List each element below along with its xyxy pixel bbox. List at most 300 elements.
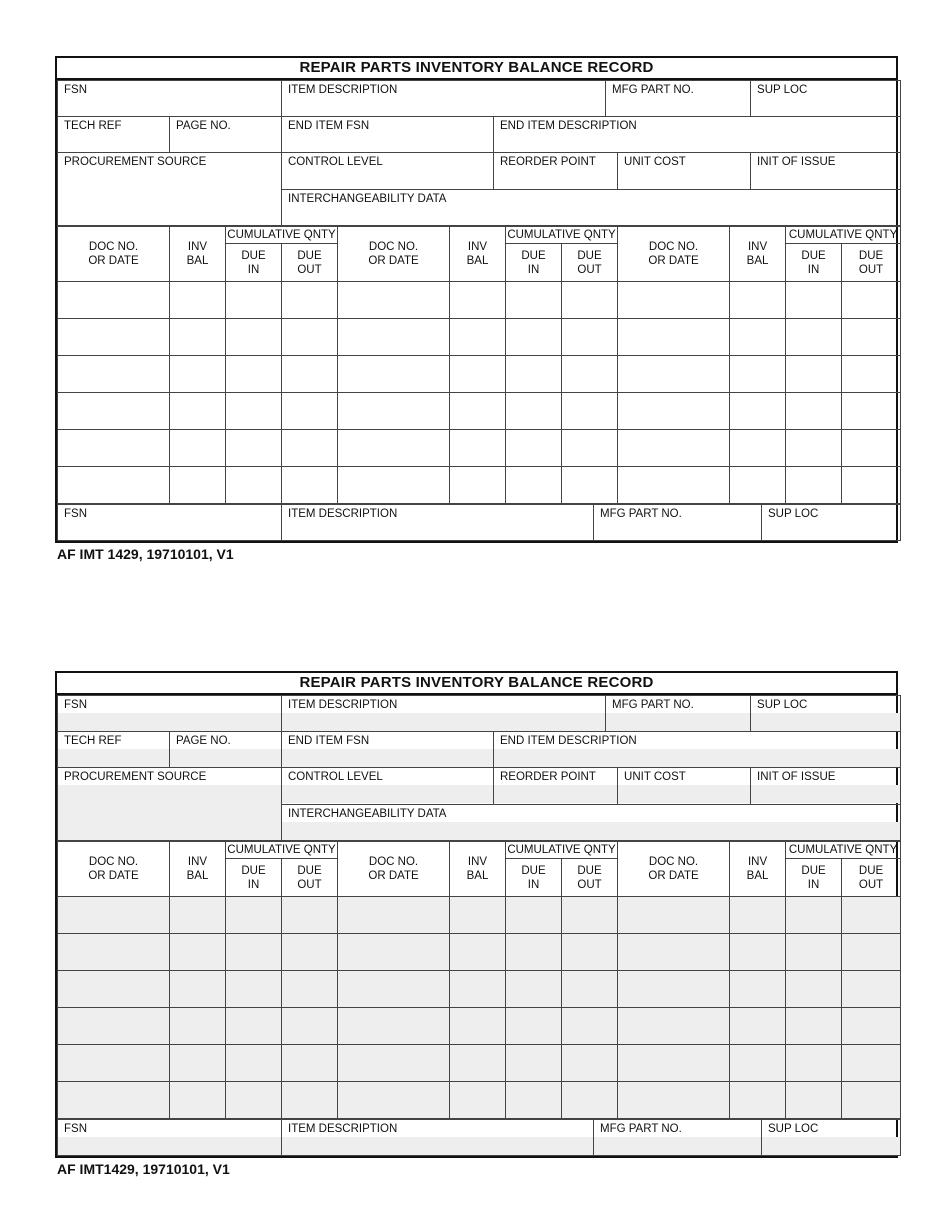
inv-line1: INV	[747, 856, 768, 868]
item-description-label: ITEM DESCRIPTION	[288, 1123, 398, 1135]
entry-cell[interactable]	[226, 430, 282, 467]
entry-cell[interactable]	[842, 971, 901, 1008]
entry-cell[interactable]	[786, 1045, 842, 1082]
tech-ref-field[interactable]	[58, 117, 170, 153]
table-row	[58, 1082, 901, 1119]
control-level-label: CONTROL LEVEL	[288, 771, 383, 783]
entry-cell[interactable]	[562, 467, 618, 504]
form-number-2: AF IMT1429, 19710101, V1	[57, 1161, 230, 1177]
entry-cell[interactable]	[562, 1082, 618, 1119]
entry-cell[interactable]	[730, 467, 786, 504]
entry-cell[interactable]	[450, 1045, 506, 1082]
end-item-fsn-label: END ITEM FSN	[288, 735, 370, 747]
footer-mfg-part-no-field[interactable]	[594, 505, 762, 541]
grid-header-row-1	[58, 227, 901, 244]
form-number-1: AF IMT 1429, 19710101, V1	[57, 546, 234, 562]
due-out-line1: DUE	[577, 864, 602, 877]
entry-cell[interactable]	[58, 356, 170, 393]
entry-cell[interactable]	[282, 1082, 338, 1119]
entry-cell[interactable]	[562, 897, 618, 934]
entry-cell[interactable]	[226, 934, 282, 971]
form-title: REPAIR PARTS INVENTORY BALANCE RECORD	[57, 673, 896, 695]
fsn-label: FSN	[64, 508, 87, 520]
table-row	[58, 393, 901, 430]
entry-cell[interactable]	[786, 1008, 842, 1045]
entry-cell[interactable]	[58, 1008, 170, 1045]
entry-cell[interactable]	[618, 1008, 730, 1045]
entry-cell[interactable]	[450, 393, 506, 430]
due-out-line2: OUT	[858, 878, 884, 891]
entry-cell[interactable]	[842, 430, 901, 467]
entry-cell[interactable]	[618, 282, 730, 319]
item-description-field[interactable]	[282, 696, 606, 732]
entry-cell[interactable]	[282, 934, 338, 971]
due-in-line1: DUE	[801, 864, 826, 877]
procurement-source-label: PROCUREMENT SOURCE	[64, 771, 207, 783]
entry-cell[interactable]	[842, 356, 901, 393]
doc-no-header	[338, 842, 450, 897]
entry-cell[interactable]	[170, 319, 226, 356]
footer-fields	[57, 504, 901, 541]
entry-cell[interactable]	[282, 356, 338, 393]
control-level-field[interactable]	[282, 768, 494, 805]
due-out-line2: OUT	[577, 878, 602, 891]
due-out-header	[562, 244, 618, 282]
item-description-label: ITEM DESCRIPTION	[288, 84, 398, 96]
entry-cell[interactable]	[450, 971, 506, 1008]
due-in-header	[506, 859, 562, 897]
entry-cell[interactable]	[618, 934, 730, 971]
table-row	[58, 356, 901, 393]
entry-cell[interactable]	[786, 467, 842, 504]
entry-cell[interactable]	[842, 282, 901, 319]
inventory-record-form-2	[55, 671, 898, 1158]
entry-cell[interactable]	[282, 393, 338, 430]
due-in-header	[786, 859, 842, 897]
entry-cell[interactable]	[562, 319, 618, 356]
due-in-header	[226, 859, 282, 897]
procurement-source-field[interactable]	[58, 768, 282, 841]
mfg-part-no-field[interactable]	[606, 696, 751, 732]
table-row	[58, 430, 901, 467]
end-item-description-label: END ITEM DESCRIPTION	[500, 120, 637, 132]
entry-cell[interactable]	[618, 1082, 730, 1119]
entry-cell[interactable]	[450, 1082, 506, 1119]
due-in-line2: IN	[527, 878, 540, 891]
entry-cell[interactable]	[786, 971, 842, 1008]
doc-no-line2: OR DATE	[648, 870, 699, 882]
item-description-label: ITEM DESCRIPTION	[288, 508, 398, 520]
entry-cell[interactable]	[170, 282, 226, 319]
balance-grid	[57, 841, 901, 1119]
entry-cell[interactable]	[786, 393, 842, 430]
entry-cell[interactable]	[58, 934, 170, 971]
reorder-point-field[interactable]	[494, 768, 618, 805]
entry-cell[interactable]	[562, 393, 618, 430]
entry-cell[interactable]	[506, 282, 562, 319]
doc-no-line1: DOC NO.	[368, 241, 419, 253]
entry-cell[interactable]	[506, 467, 562, 504]
inv-bal-header	[170, 227, 226, 282]
due-in-header	[506, 244, 562, 282]
interchangeability-data-label: INTERCHANGEABILITY DATA	[288, 807, 447, 820]
doc-no-header	[618, 842, 730, 897]
entry-cell[interactable]	[786, 897, 842, 934]
entry-cell[interactable]	[730, 934, 786, 971]
unit-cost-label: UNIT COST	[624, 771, 686, 783]
entry-cell[interactable]	[58, 1082, 170, 1119]
entry-cell[interactable]	[170, 1008, 226, 1045]
footer-sup-loc-field[interactable]	[762, 505, 901, 541]
entry-cell[interactable]	[282, 319, 338, 356]
entry-cell[interactable]	[450, 467, 506, 504]
doc-no-line1: DOC NO.	[648, 856, 699, 868]
due-in-line2: IN	[807, 263, 820, 276]
entry-cell[interactable]	[506, 430, 562, 467]
entry-cell[interactable]	[618, 1045, 730, 1082]
entry-cell[interactable]	[506, 897, 562, 934]
due-in-line2: IN	[247, 878, 260, 891]
due-in-header	[226, 244, 282, 282]
entry-cell[interactable]	[506, 1082, 562, 1119]
entry-cell[interactable]	[618, 467, 730, 504]
entry-cell[interactable]	[618, 430, 730, 467]
entry-cell[interactable]	[786, 934, 842, 971]
end-item-description-field[interactable]	[494, 732, 901, 768]
unit-cost-label: UNIT COST	[624, 156, 686, 168]
table-row	[58, 971, 901, 1008]
entry-cell[interactable]	[618, 897, 730, 934]
entry-cell[interactable]	[786, 430, 842, 467]
entry-cell[interactable]	[58, 393, 170, 430]
unit-cost-field[interactable]	[618, 153, 751, 190]
due-out-line2: OUT	[297, 263, 322, 276]
doc-no-line2: OR DATE	[648, 255, 699, 267]
reorder-point-field[interactable]	[494, 153, 618, 190]
mfg-part-no-label: MFG PART NO.	[600, 1123, 682, 1135]
due-in-line2: IN	[247, 263, 260, 276]
due-in-line2: IN	[527, 263, 540, 276]
page-no-label: PAGE NO.	[176, 735, 231, 747]
item-description-field[interactable]	[282, 81, 606, 117]
entry-cell[interactable]	[226, 897, 282, 934]
entry-cell[interactable]	[842, 1082, 901, 1119]
due-out-line1: DUE	[297, 864, 322, 877]
entry-cell[interactable]	[58, 467, 170, 504]
control-level-field[interactable]	[282, 153, 494, 190]
entry-cell[interactable]	[842, 897, 901, 934]
entry-cell[interactable]	[562, 934, 618, 971]
form-title: REPAIR PARTS INVENTORY BALANCE RECORD	[57, 58, 896, 80]
entry-cell[interactable]	[730, 971, 786, 1008]
cumulative-qnty-header: CUMULATIVE QNTY	[226, 842, 338, 859]
table-row	[58, 319, 901, 356]
entry-cell[interactable]	[282, 1045, 338, 1082]
due-out-line2: OUT	[577, 263, 602, 276]
interchangeability-data-field[interactable]	[282, 189, 901, 226]
inv-line2: BAL	[466, 255, 489, 267]
inv-line1: INV	[467, 856, 488, 868]
entry-cell[interactable]	[338, 1008, 450, 1045]
entry-cell[interactable]	[450, 897, 506, 934]
due-out-line1: DUE	[858, 864, 884, 877]
tech-ref-label: TECH REF	[64, 120, 122, 132]
due-in-line1: DUE	[801, 249, 826, 262]
entry-cell[interactable]	[562, 356, 618, 393]
sup-loc-label: SUP LOC	[757, 699, 808, 711]
entry-cell[interactable]	[618, 393, 730, 430]
entry-cell[interactable]	[226, 356, 282, 393]
entry-cell[interactable]	[170, 1082, 226, 1119]
grid-header-row-1	[58, 842, 901, 859]
entry-cell[interactable]	[730, 282, 786, 319]
entry-cell[interactable]	[450, 430, 506, 467]
entry-cell[interactable]	[338, 430, 450, 467]
entry-cell[interactable]	[730, 1045, 786, 1082]
entry-cell[interactable]	[226, 282, 282, 319]
entry-cell[interactable]	[226, 1008, 282, 1045]
reorder-point-label: REORDER POINT	[500, 771, 596, 783]
entry-cell[interactable]	[562, 1045, 618, 1082]
cumulative-qnty-header: CUMULATIVE QNTY	[506, 842, 618, 859]
end-item-fsn-field[interactable]	[282, 117, 494, 153]
entry-cell[interactable]	[842, 1045, 901, 1082]
entry-cell[interactable]	[842, 393, 901, 430]
doc-no-line1: DOC NO.	[648, 241, 699, 253]
entry-cell[interactable]	[58, 897, 170, 934]
init-of-issue-field[interactable]	[751, 768, 901, 805]
cumulative-qnty-header: CUMULATIVE QNTY	[786, 227, 901, 244]
inv-line2: BAL	[746, 870, 769, 882]
inv-line2: BAL	[186, 255, 209, 267]
entry-cell[interactable]	[730, 897, 786, 934]
inv-line2: BAL	[186, 870, 209, 882]
due-in-line1: DUE	[521, 249, 546, 262]
entry-cell[interactable]	[170, 971, 226, 1008]
inv-bal-header	[450, 842, 506, 897]
entry-cell[interactable]	[730, 430, 786, 467]
footer-item-description-field[interactable]	[282, 505, 594, 541]
sup-loc-field[interactable]	[751, 81, 901, 117]
entry-cell[interactable]	[338, 393, 450, 430]
entry-cell[interactable]	[226, 1082, 282, 1119]
doc-no-line2: OR DATE	[88, 255, 139, 267]
entry-cell[interactable]	[170, 393, 226, 430]
entry-cell[interactable]	[338, 282, 450, 319]
entry-cell[interactable]	[170, 356, 226, 393]
inv-line2: BAL	[746, 255, 769, 267]
doc-no-line1: DOC NO.	[88, 241, 139, 253]
entry-cell[interactable]	[226, 319, 282, 356]
entry-cell[interactable]	[450, 282, 506, 319]
entry-cell[interactable]	[58, 971, 170, 1008]
entry-cell[interactable]	[170, 467, 226, 504]
inv-bal-header	[730, 842, 786, 897]
entry-cell[interactable]	[338, 1082, 450, 1119]
entry-cell[interactable]	[506, 971, 562, 1008]
entry-cell[interactable]	[58, 319, 170, 356]
entry-cell[interactable]	[58, 430, 170, 467]
entry-cell[interactable]	[730, 1008, 786, 1045]
end-item-description-label: END ITEM DESCRIPTION	[500, 735, 637, 747]
interchangeability-data-field[interactable]	[282, 804, 901, 841]
tech-ref-label: TECH REF	[64, 735, 122, 747]
entry-cell[interactable]	[842, 934, 901, 971]
doc-no-line2: OR DATE	[368, 870, 419, 882]
due-in-line1: DUE	[521, 864, 546, 877]
entry-cell[interactable]	[282, 467, 338, 504]
balance-grid	[57, 226, 901, 504]
inv-bal-header	[170, 842, 226, 897]
entry-cell[interactable]	[842, 319, 901, 356]
fsn-label: FSN	[64, 1123, 87, 1135]
due-out-header	[562, 859, 618, 897]
sup-loc-label: SUP LOC	[768, 508, 819, 520]
mfg-part-no-label: MFG PART NO.	[612, 699, 694, 711]
end-item-description-field[interactable]	[494, 117, 901, 153]
init-of-issue-label: INIT OF ISSUE	[757, 156, 836, 168]
inv-bal-header	[730, 227, 786, 282]
entry-cell[interactable]	[282, 1008, 338, 1045]
entry-cell[interactable]	[282, 971, 338, 1008]
entry-cell[interactable]	[338, 971, 450, 1008]
table-row	[58, 1045, 901, 1082]
page-no-field[interactable]	[170, 117, 282, 153]
sup-loc-field[interactable]	[751, 696, 901, 732]
entry-cell[interactable]	[170, 430, 226, 467]
entry-cell[interactable]	[450, 356, 506, 393]
due-out-header	[842, 859, 901, 897]
footer-item-description-field[interactable]	[282, 1120, 594, 1156]
table-row	[58, 467, 901, 504]
entry-cell[interactable]	[506, 356, 562, 393]
doc-no-line1: DOC NO.	[368, 856, 419, 868]
entry-cell[interactable]	[282, 430, 338, 467]
entry-cell[interactable]	[338, 319, 450, 356]
end-item-fsn-label: END ITEM FSN	[288, 120, 370, 132]
interchangeability-data-label: INTERCHANGEABILITY DATA	[288, 192, 447, 205]
due-in-line2: IN	[807, 878, 820, 891]
footer-fsn-field[interactable]	[58, 505, 282, 541]
sup-loc-label: SUP LOC	[757, 84, 808, 96]
entry-cell[interactable]	[506, 1008, 562, 1045]
entry-cell[interactable]	[730, 393, 786, 430]
footer-fields	[57, 1119, 901, 1156]
entry-cell[interactable]	[170, 1045, 226, 1082]
entry-cell[interactable]	[618, 356, 730, 393]
due-out-header	[842, 244, 901, 282]
entry-cell[interactable]	[226, 971, 282, 1008]
entry-cell[interactable]	[506, 1045, 562, 1082]
due-out-line2: OUT	[297, 878, 322, 891]
footer-fsn-field[interactable]	[58, 1120, 282, 1156]
entry-cell[interactable]	[338, 934, 450, 971]
footer-mfg-part-no-field[interactable]	[594, 1120, 762, 1156]
entry-cell[interactable]	[506, 934, 562, 971]
init-of-issue-field[interactable]	[751, 153, 901, 190]
entry-cell[interactable]	[170, 934, 226, 971]
entry-cell[interactable]	[450, 934, 506, 971]
entry-cell[interactable]	[786, 1082, 842, 1119]
item-description-label: ITEM DESCRIPTION	[288, 699, 398, 711]
mfg-part-no-label: MFG PART NO.	[600, 508, 682, 520]
entry-cell[interactable]	[170, 897, 226, 934]
page-no-label: PAGE NO.	[176, 120, 231, 132]
entry-cell[interactable]	[786, 319, 842, 356]
entry-cell[interactable]	[730, 319, 786, 356]
entry-cell[interactable]	[226, 393, 282, 430]
entry-cell[interactable]	[562, 1008, 618, 1045]
header-fields	[57, 695, 901, 841]
entry-cell[interactable]	[842, 1008, 901, 1045]
entry-cell[interactable]	[282, 282, 338, 319]
due-out-header	[282, 244, 338, 282]
inv-bal-header	[450, 227, 506, 282]
inv-line1: INV	[187, 241, 208, 253]
header-fields	[57, 80, 901, 226]
entry-cell[interactable]	[338, 356, 450, 393]
tech-ref-field[interactable]	[58, 732, 170, 768]
entry-cell[interactable]	[282, 897, 338, 934]
due-out-line2: OUT	[858, 263, 884, 276]
footer-sup-loc-field[interactable]	[762, 1120, 901, 1156]
table-row	[58, 282, 901, 319]
reorder-point-label: REORDER POINT	[500, 156, 596, 168]
entry-cell[interactable]	[730, 356, 786, 393]
entry-cell[interactable]	[338, 897, 450, 934]
table-row	[58, 1008, 901, 1045]
end-item-fsn-field[interactable]	[282, 732, 494, 768]
unit-cost-field[interactable]	[618, 768, 751, 805]
mfg-part-no-field[interactable]	[606, 81, 751, 117]
entry-cell[interactable]	[618, 319, 730, 356]
due-in-line1: DUE	[241, 864, 266, 877]
page-no-field[interactable]	[170, 732, 282, 768]
entry-cell[interactable]	[338, 467, 450, 504]
entry-cell[interactable]	[226, 1045, 282, 1082]
entry-cell[interactable]	[338, 1045, 450, 1082]
fsn-label: FSN	[64, 699, 87, 711]
entry-cell[interactable]	[786, 356, 842, 393]
doc-no-header	[618, 227, 730, 282]
entry-cell[interactable]	[450, 1008, 506, 1045]
entry-cell[interactable]	[58, 1045, 170, 1082]
due-out-header	[282, 859, 338, 897]
entry-cell[interactable]	[506, 319, 562, 356]
inv-line1: INV	[467, 241, 488, 253]
entry-cell[interactable]	[618, 971, 730, 1008]
entry-cell[interactable]	[450, 319, 506, 356]
entry-cell[interactable]	[562, 282, 618, 319]
doc-no-header	[58, 842, 170, 897]
inventory-record-form-1	[55, 56, 898, 543]
table-row	[58, 897, 901, 934]
procurement-source-field[interactable]	[58, 153, 282, 226]
entry-cell[interactable]	[730, 1082, 786, 1119]
entry-cell[interactable]	[562, 430, 618, 467]
entry-cell[interactable]	[786, 282, 842, 319]
fsn-field[interactable]	[58, 696, 282, 732]
fsn-label: FSN	[64, 84, 87, 96]
cumulative-qnty-header: CUMULATIVE QNTY	[226, 227, 338, 244]
entry-cell[interactable]	[58, 282, 170, 319]
entry-cell[interactable]	[506, 393, 562, 430]
fsn-field[interactable]	[58, 81, 282, 117]
control-level-label: CONTROL LEVEL	[288, 156, 383, 168]
entry-cell[interactable]	[562, 971, 618, 1008]
entry-cell[interactable]	[226, 467, 282, 504]
entry-cell[interactable]	[842, 467, 901, 504]
